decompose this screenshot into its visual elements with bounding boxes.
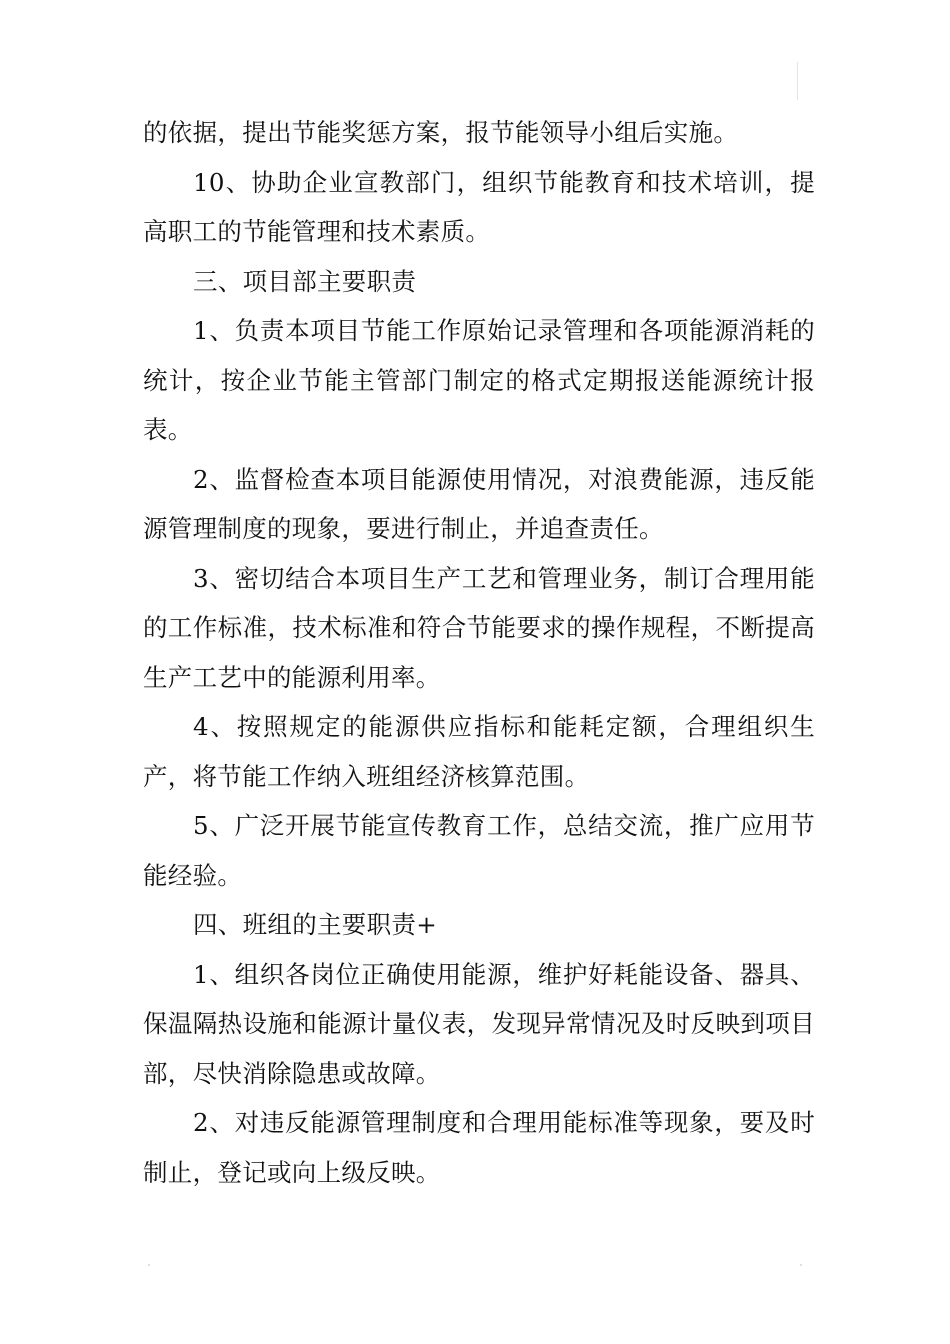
section-heading: 三、项目部主要职责: [193, 266, 417, 296]
paragraph: 3、密切结合本项目生产工艺和管理业务，制订合理用能的工作标准，技术标准和符合节能要求的操作规程，不断提高生产工艺中的能源利用率。: [143, 563, 815, 692]
page-corner-mark-bottom-right: [800, 1264, 802, 1266]
paragraph: 2、监督检查本项目能源使用情况，对浪费能源，违反能源管理制度的现象，要进行制止，并追查责任。: [143, 464, 815, 543]
paragraph: 5、广泛开展节能宣传教育工作，总结交流，推广应用节能经验。: [143, 811, 815, 890]
paragraph: 4、按照规定的能源供应指标和能耗定额，合理组织生产，将节能工作纳入班组经济核算范围。: [143, 712, 815, 791]
paragraph: 2、对违反能源管理制度和合理用能标准等现象，要及时制止，登记或向上级反映。: [143, 1108, 815, 1187]
paragraph: 1、组织各岗位正确使用能源，维护好耗能设备、器具、保温隔热设施和能源计量仪表，发现异常情况及时反映到项目部，尽快消除隐患或故障。: [143, 959, 815, 1088]
paragraph: 1、负责本项目节能工作原始记录管理和各项能源消耗的统计，按企业节能主管部门制定的格式定期报送能源统计报表。: [143, 316, 815, 444]
page-corner-mark-top-right: [797, 62, 798, 100]
section-heading: 四、班组的主要职责+: [193, 910, 438, 939]
paragraph: 10、协助企业宣教部门，组织节能教育和技术培训，提高职工的节能管理和技术素质。: [143, 167, 815, 246]
page-corner-mark-bottom-left: [148, 1264, 150, 1266]
paragraph: 的依据，提出节能奖惩方案，报节能领导小组后实施。: [143, 118, 739, 147]
document-body: [143, 108, 815, 1197]
